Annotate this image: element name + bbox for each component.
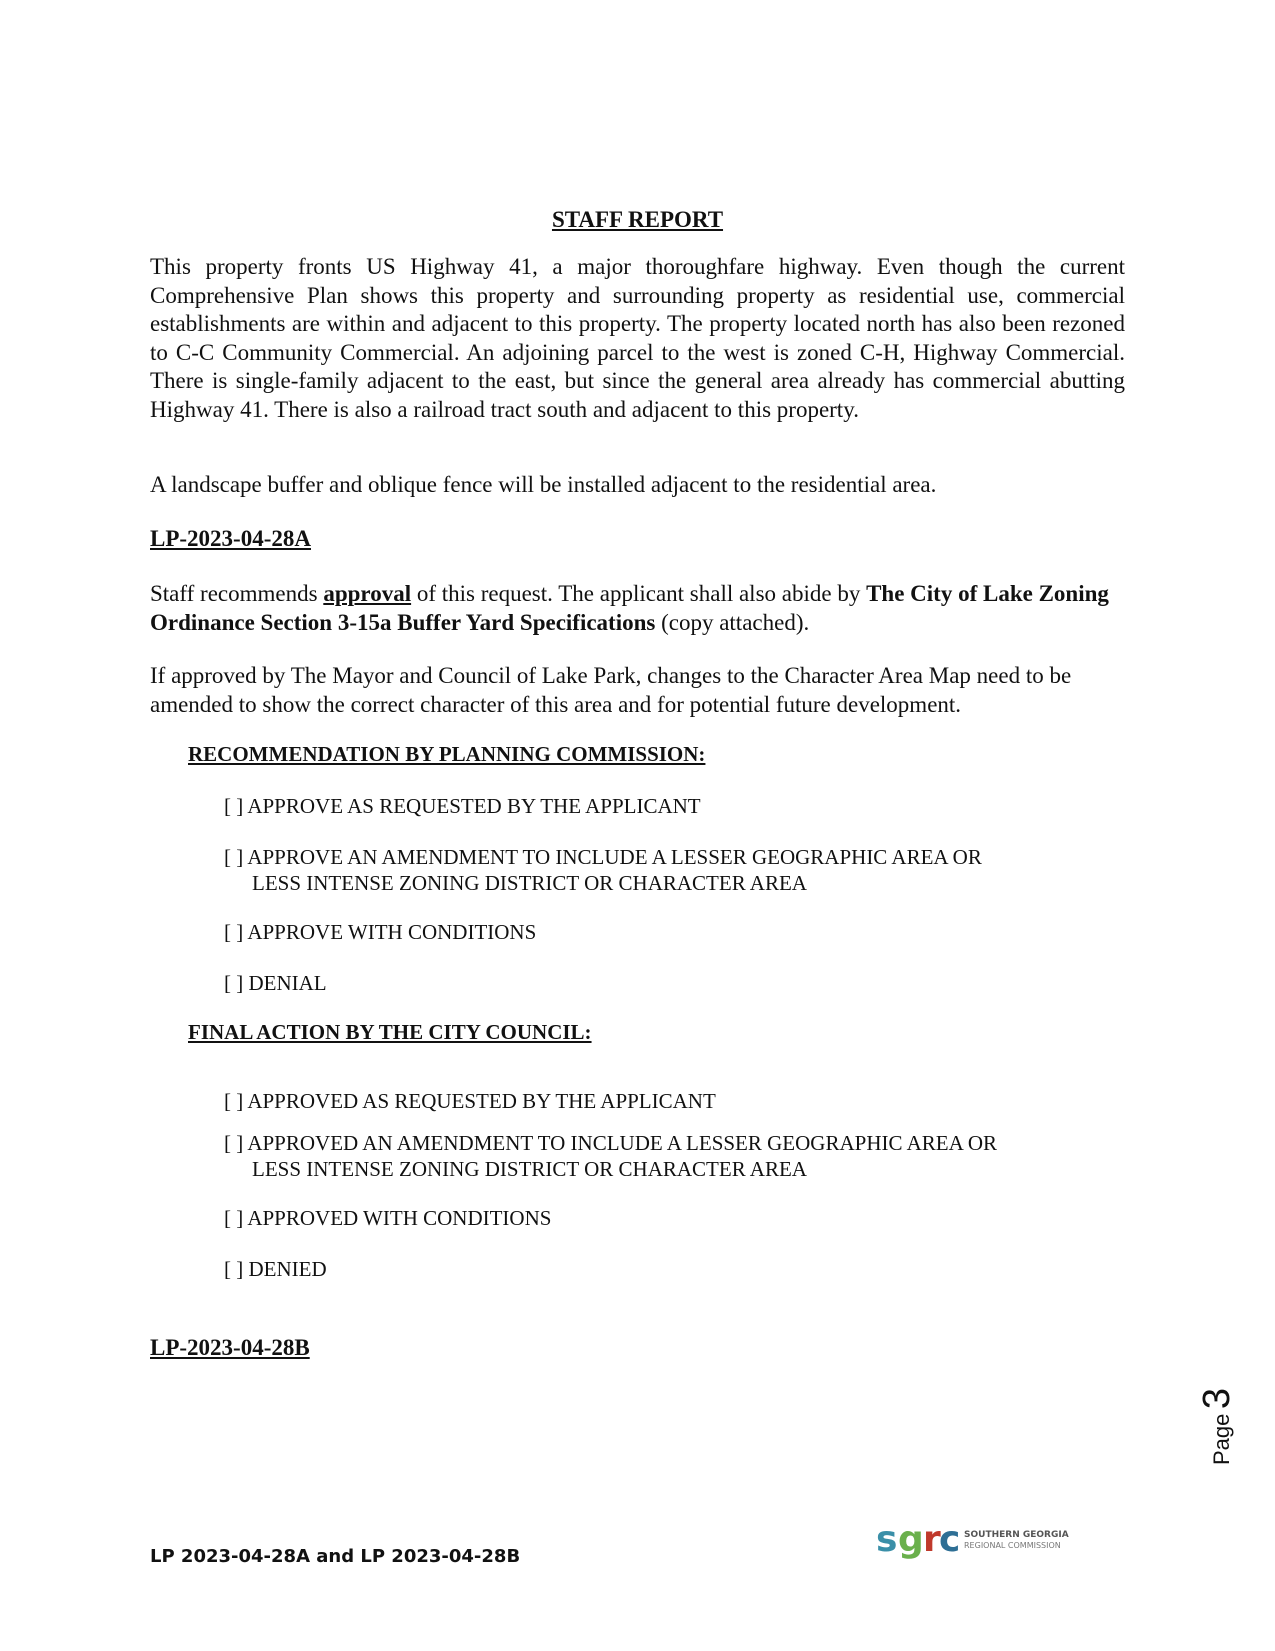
pc-option-denial[interactable]: [ ] DENIAL (224, 971, 327, 995)
cc-option-denied[interactable]: [ ] DENIED (224, 1257, 327, 1281)
planning-commission-heading: RECOMMENDATION BY PLANNING COMMISSION: (188, 742, 706, 766)
logo-letter-c: c (939, 1519, 961, 1560)
pc-option-approve-amendment[interactable] (224, 844, 1104, 896)
logo-letter-r: r (923, 1519, 941, 1560)
amendment-paragraph: If approved by The Mayor and Council of Lake Park, changes to the Character Area Map need to be amended to show the correct character of this area and for potential future development. (150, 663, 1072, 717)
report-title: STAFF REPORT (551, 207, 724, 232)
intro-paragraph: This property fronts US Highway 41, a major thoroughfare highway. Even though the current Comprehensive Plan shows this property and surrounding property as residential use, commercial establishments are within and adjacent to this property. The property located north has also been rezoned to C-C Community Commercial. An adjoining parcel to the west is zoned C-H, Highway Commercial. There is single-family adjacent to the east, but since the general area already has commercial abutting Highway 41. There is also a railroad tract south and adjacent to this property. (150, 254, 1125, 422)
pc-option-amendment-line2: LESS INTENSE ZONING DISTRICT OR CHARACTER AREA (252, 871, 807, 895)
logo-letter-g: g (898, 1519, 924, 1560)
recommendation-middle: of this request. The applicant shall also abide by (411, 581, 867, 606)
cc-option-approved-conditions[interactable]: [ ] APPROVED WITH CONDITIONS (224, 1206, 552, 1230)
page-label: Page (1209, 1413, 1234, 1465)
recommendation-suffix: (copy attached). (655, 609, 810, 635)
ordinance-reference: The City of Lake Zoning Ordinance Section 3-15a Buffer Yard Specifications (150, 581, 1109, 635)
case-id-b: LP-2023-04-28B (150, 1335, 310, 1360)
case-id-a: LP-2023-04-28A (150, 526, 311, 551)
cc-option-amendment-line2: LESS INTENSE ZONING DISTRICT OR CHARACTER AREA (252, 1157, 807, 1181)
cc-option-amendment-line1: [ ] APPROVED AN AMENDMENT TO INCLUDE A LESSER GEOGRAPHIC AREA OR (224, 1131, 998, 1155)
logo-line2: REGIONAL COMMISSION (964, 1541, 1061, 1550)
logo-line1: SOUTHERN GEORGIA (964, 1530, 1069, 1540)
city-council-heading: FINAL ACTION BY THE CITY COUNCIL: (188, 1020, 592, 1044)
buffer-paragraph: A landscape buffer and oblique fence will be installed adjacent to the residential area. (150, 472, 937, 497)
pc-option-approve[interactable]: [ ] APPROVE AS REQUESTED BY THE APPLICANT (224, 794, 701, 818)
cc-option-approved-amendment[interactable] (224, 1130, 1104, 1182)
recommendation-prefix: Staff recommends (150, 581, 324, 606)
pc-option-amendment-line1: [ ] APPROVE AN AMENDMENT TO INCLUDE A LESSER GEOGRAPHIC AREA OR (224, 845, 982, 869)
recommendation-paragraph (150, 580, 1125, 637)
footer-case-ids: LP 2023-04-28A and LP 2023-04-28B (150, 1546, 521, 1567)
recommendation-decision: approval (323, 581, 412, 606)
page-number-value: 3 (1196, 1388, 1238, 1410)
cc-option-approved[interactable]: [ ] APPROVED AS REQUESTED BY THE APPLICANT (224, 1089, 716, 1113)
pc-option-approve-conditions[interactable]: [ ] APPROVE WITH CONDITIONS (224, 920, 537, 944)
logo-letter-s: s (876, 1519, 898, 1560)
sgrc-logo (876, 1515, 1076, 1563)
page-number (1196, 1388, 1239, 1465)
